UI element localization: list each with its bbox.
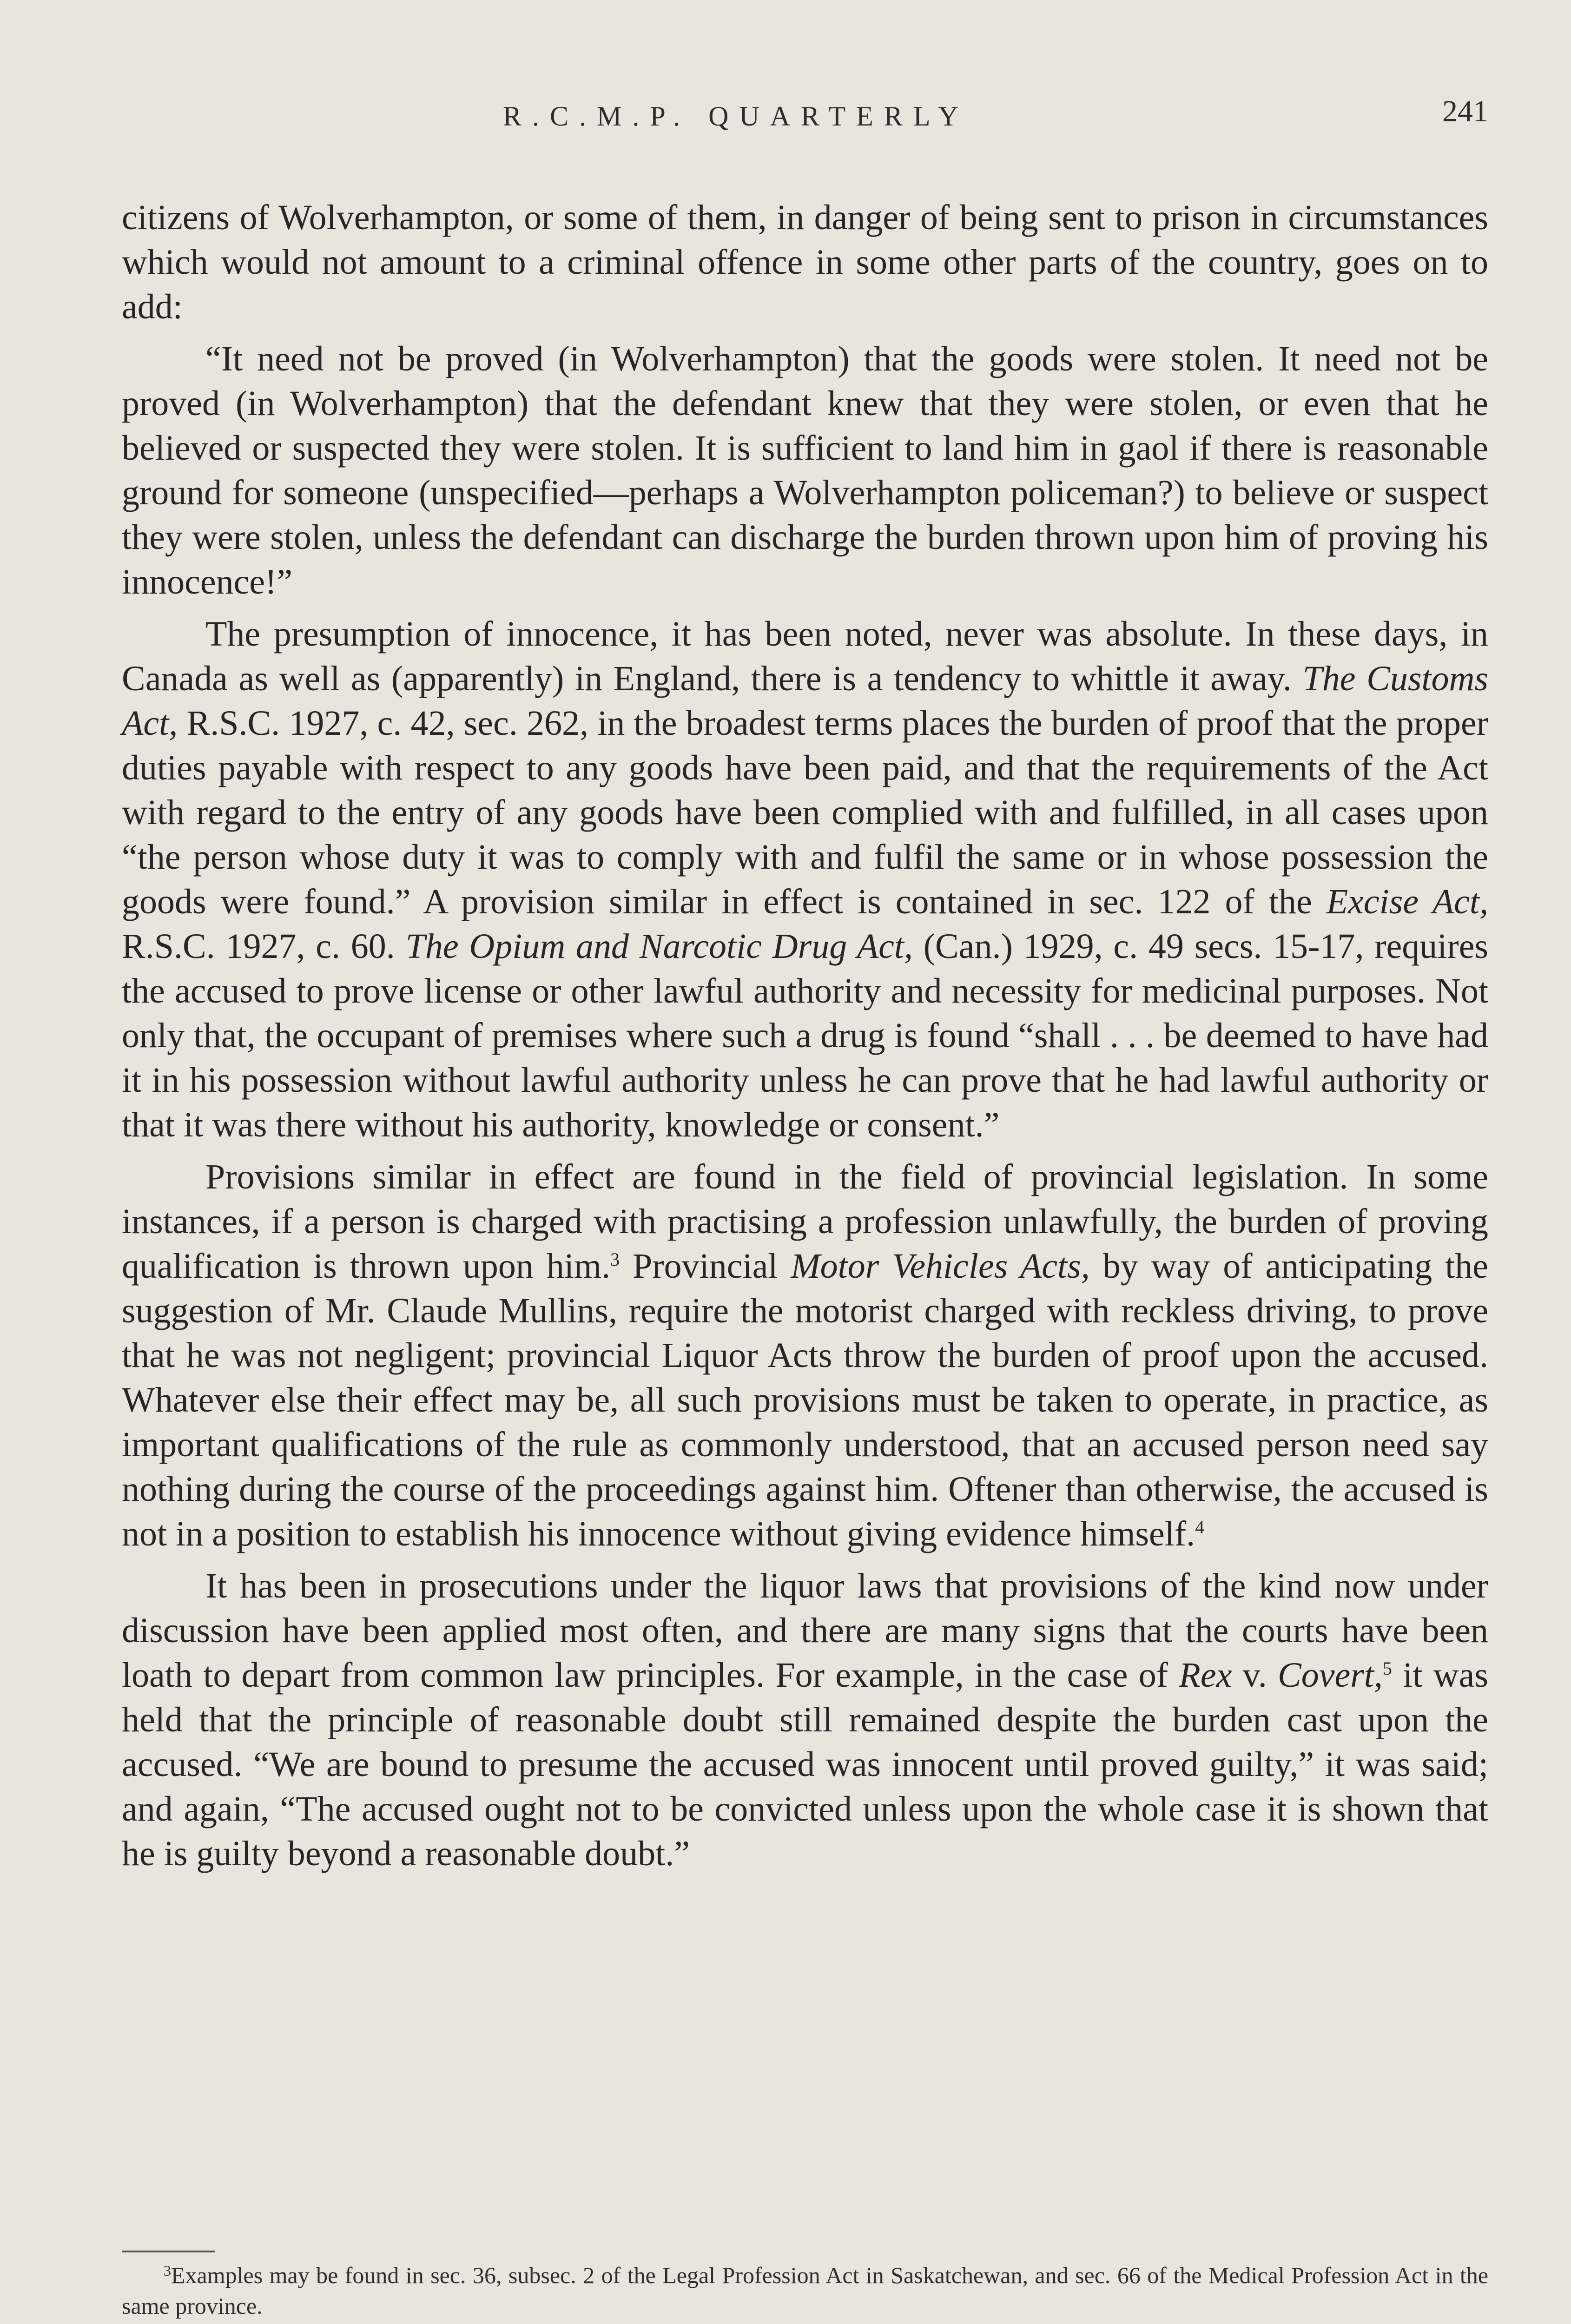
footnote-4	[122, 2321, 1488, 2324]
motor-vehicles-acts-title: Motor Vehicles Acts,	[791, 1247, 1090, 1286]
excise-act-title: Excise Act,	[1326, 882, 1488, 921]
case-name-covert: Covert,	[1278, 1656, 1383, 1695]
page-header	[122, 93, 1488, 153]
body-text	[122, 195, 1488, 1883]
page-number: 241	[1442, 94, 1488, 128]
paragraph-4-text-c: it was held that the principle of reasonable doubt still remained despite the burden cast upon the accused. “We are bound to presume the accused was innocent until proved guilty,” it was said; and again, “The accused ought not to be convicted unless upon the whole case it is shown that he is guilty beyond a reasonable doubt.”	[122, 1656, 1488, 1873]
paragraph-4-text-b: v.	[1232, 1656, 1278, 1695]
paragraph-1: citizens of Wolverhampton, or some of them, in danger of being sent to prison in circumstances which would not amount to a criminal offence in some other parts of the country, goes on to add:	[122, 198, 1488, 326]
paragraph-3-text-b: Provincial	[620, 1247, 791, 1286]
paragraph-3-text-a: Provisions similar in effect are found in the field of provincial legislation. In some instances, if a person is charged with practising a profession unlawfully, the burden of proving qualification is thrown upon him.	[122, 1157, 1488, 1286]
footnote-ref-3[interactable]: 3	[610, 1249, 620, 1270]
footnotes	[122, 2260, 1488, 2324]
block-quote: “It need not be proved (in Wolverhampton) that the goods were stolen. It need not be proved (in Wolverhampton) that the defendant knew that they were stolen, or even that he believed or suspected they were stolen. It is sufficient to land him in gaol if there is reasonable ground for someone (unspecified—perhaps a Wolverhampton policeman?) to believe or suspect they were stolen, unless the defendant can discharge the burden thrown upon him of proving his innocence!”	[122, 339, 1488, 601]
paragraph-3	[122, 1155, 1488, 1556]
customs-act-title: The Customs Act,	[122, 659, 1489, 743]
paragraph-3-text-c: by way of anticipating the suggestion of Mr. Claude Mullins, require the motorist charged with reckless driving, to prove that he was not negligent; provincial Liquor Acts throw the burden of proof upon the accused. Whatever else their effect may be, all such provisions must be taken to operate, in practice, as important qualifications of the rule as commonly understood, that an accused person need say nothing during the course of the proceedings against him. Oftener than otherwise, the accused is not in a position to establish his innocence without giving evidence himself.	[122, 1247, 1489, 1553]
footnote-ref-4[interactable]: 4	[1195, 1517, 1205, 1538]
paragraph-2-text-a: The presumption of innocence, it has been noted, never was absolute. In these days, in Canada as well as (apparently) in England, there is a tendency to whittle it away.	[122, 614, 1488, 698]
opium-act-title: The Opium and Narcotic Drug Act,	[405, 927, 913, 966]
paragraph-4	[122, 1564, 1488, 1876]
footnote-ref-5[interactable]: 5	[1382, 1658, 1392, 1679]
footnote-divider	[122, 2251, 215, 2252]
paragraph-4-text-a: It has been in prosecutions under the liquor laws that provisions of the kind now under discussion have been applied most often, and there are many signs that the courts have been loath to depart from common law principles. For example, in the case of	[122, 1566, 1488, 1695]
paragraph-2-text-c: R.S.C. 1927, c. 60.	[122, 927, 406, 966]
case-name-rex: Rex	[1179, 1656, 1232, 1695]
footnote-mark-3: 3	[164, 2262, 171, 2279]
footnote-3	[122, 2260, 1488, 2321]
footnote-3-text: Examples may be found in sec. 36, subsec. 2 of the Legal Profession Act in Saskatchewan, and sec. 66 of the Medical Profession Act in the same province.	[122, 2262, 1488, 2319]
paragraph-2-text-d: (Can.) 1929, c. 49 secs. 15-17, requires the accused to prove license or other lawful authority and necessity for medicinal purposes. Not only that, the occupant of premises where such a drug is found “shall . . . be deemed to have had it in his possession without lawful authority unless he can prove that he had lawful authority or that it was there without his authority, knowledge or consent.”	[122, 927, 1488, 1144]
paragraph-2	[122, 612, 1488, 1147]
paragraph-2-text-b: R.S.C. 1927, c. 42, sec. 262, in the broadest terms places the burden of proof that the proper duties payable with respect to any goods have been paid, and that the requirements of the Act with regard to the entry of any goods have been complied with and fulfilled, in all cases upon “the person whose duty it was to comply with and fulfil the same or in whose possession the goods were found.” A provision similar in effect is contained in sec. 122 of the	[122, 704, 1488, 921]
running-head: R.C.M.P. QUARTERLY	[503, 101, 969, 132]
